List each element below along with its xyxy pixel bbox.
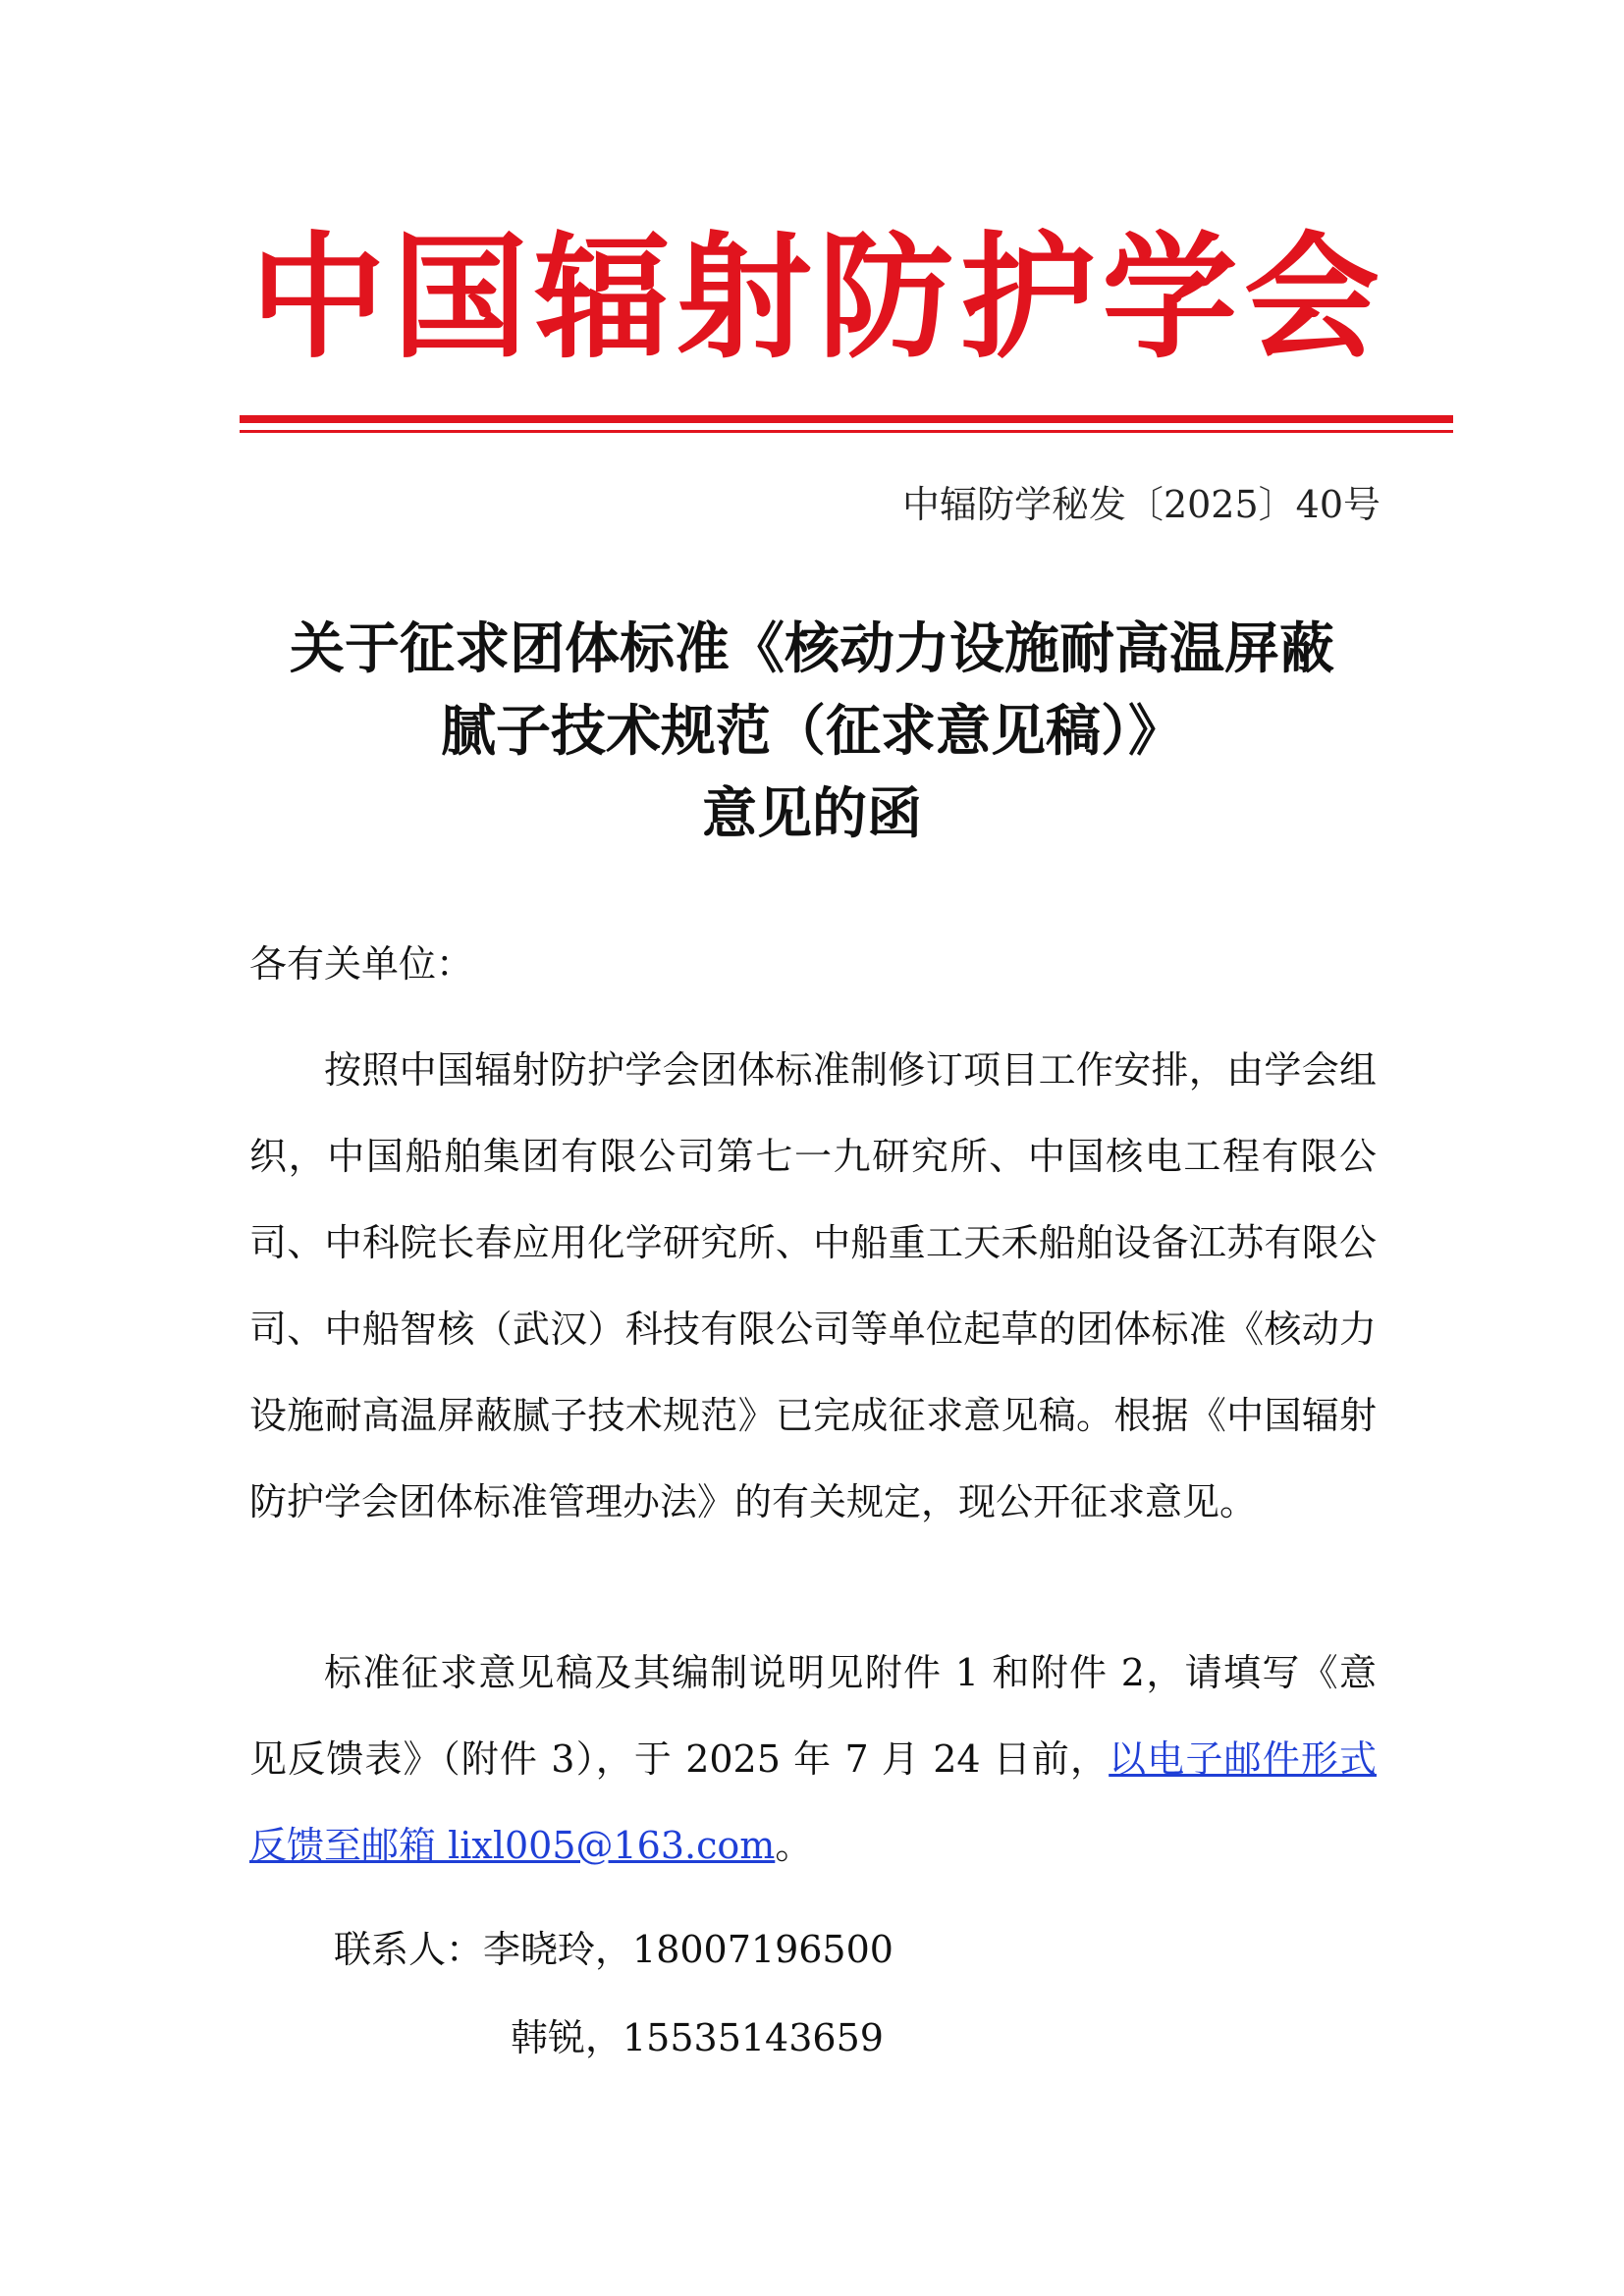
contact-primary-value: 李晓玲，18007196500 (483, 1928, 893, 1971)
paragraph-2-end: 。 (775, 1824, 813, 1867)
contact-secondary: 韩锐，15535143659 (511, 2016, 884, 2059)
paragraph-2-text: 标准征求意见稿及其编制说明见附件 1 和附件 2，请填写《意见反馈表》（附件 3），于 2025 年 7 月 24 日前， (249, 1651, 1377, 1781)
letterhead-org-name (250, 217, 1380, 377)
heading-line-2: 腻子技术规范（征求意见稿）》 (441, 700, 1183, 764)
letterhead-divider-thin (240, 430, 1453, 433)
heading-line-3: 意见的函 (702, 782, 922, 846)
letterhead-char: 防 (818, 217, 954, 377)
document-number: 中辐防学秘发〔2025〕40号 (901, 483, 1380, 526)
letterhead-char: 辐 (534, 217, 671, 377)
letterhead-divider-thick (240, 415, 1453, 423)
contact-label: 联系人： (334, 1928, 484, 1971)
contact-primary (334, 1924, 893, 1975)
letterhead-char: 学 (1102, 217, 1238, 377)
heading-line-1: 关于征求团体标准《核动力设施耐高温屏蔽 (290, 617, 1334, 681)
body-paragraph-2 (249, 1629, 1377, 1889)
letterhead-char: 会 (1243, 217, 1380, 377)
body-paragraph-1: 按照中国辐射防护学会团体标准制修订项目工作安排，由学会组织，中国船舶集团有限公司第七一九研究所、中国核电工程有限公司、中科院长春应用化学研究所、中船重工天禾船舶设备江苏有限公司、中船智核（武汉）科技有限公司等单位起草的团体标准《核动力设施耐高温屏蔽腻子技术规范》已完成征求意见稿。根据《中国辐射防护学会团体标准管理办法》的有关规定，现公开征求意见。 (249, 1048, 1377, 1523)
document-heading (236, 609, 1388, 856)
salutation: 各有关单位： (249, 942, 474, 986)
letterhead-char: 护 (959, 217, 1096, 377)
letterhead-char: 射 (676, 217, 812, 377)
letterhead-char: 中 (250, 217, 387, 377)
letterhead-char: 国 (392, 217, 528, 377)
email-link[interactable]: 以电子邮件形式反馈至邮箱 lixl005@163.com (249, 1737, 1377, 1867)
